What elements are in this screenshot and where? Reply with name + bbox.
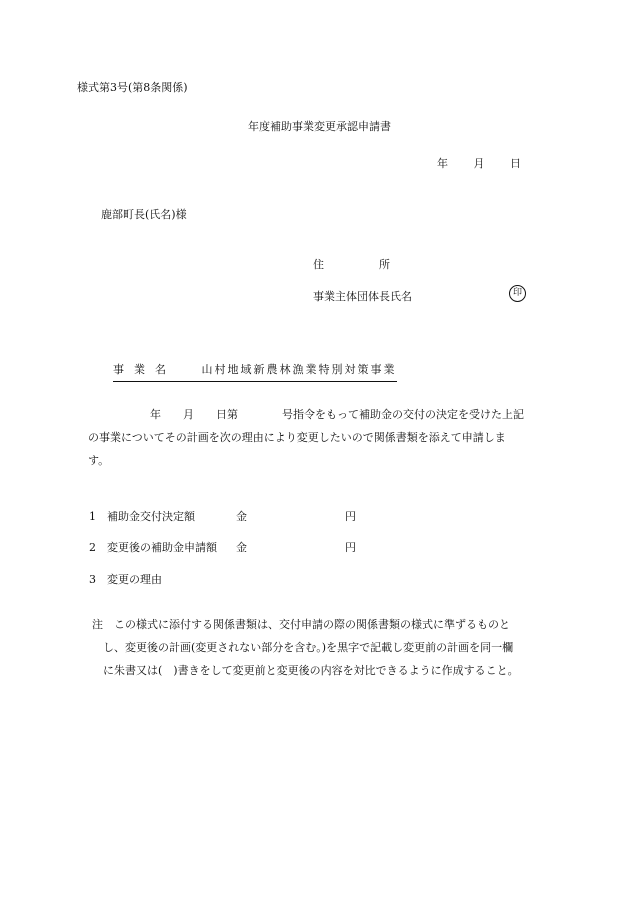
amount-unit: 円 — [345, 541, 356, 554]
date-line — [437, 155, 521, 171]
item-label: 変更後の補助金申請額 — [107, 541, 217, 554]
applicant-address-label: 住 所 — [313, 258, 390, 271]
date-day: 日 — [510, 157, 521, 170]
note — [92, 613, 519, 682]
project-name: 山村地域新農林漁業特別対策事業 — [201, 363, 397, 376]
body-line-2: の事業についてその計画を次の理由により変更したいので関係書類を添えて申請しま — [88, 431, 506, 444]
date-year: 年 — [437, 157, 448, 170]
seal-mark-icon: 印 — [509, 285, 526, 302]
item-number: 2 — [89, 541, 96, 554]
item-number: 3 — [89, 573, 96, 586]
note-line-2: し、変更後の計画(変更されない部分を含む。)を黒字で記載し変更前の計画を同一欄 — [92, 641, 514, 654]
amount-unit: 円 — [345, 510, 356, 523]
body-line-3: す。 — [88, 454, 110, 467]
document-title: 年度補助事業変更承認申請書 — [248, 120, 391, 133]
body-paragraph — [88, 403, 548, 472]
applicant-name-label: 事業主体団体長氏名 — [313, 290, 412, 303]
date-month: 月 — [473, 157, 485, 170]
body-line-1: 年 月 日第 号指令をもって補助金の交付の決定を受けた上記 — [150, 408, 524, 421]
form-number: 様式第3号(第8条関係) — [77, 81, 188, 94]
item-label: 変更の理由 — [107, 573, 162, 586]
project-label: 事業名 — [113, 363, 176, 376]
item-number: 1 — [89, 510, 96, 523]
note-line-1: 注 この様式に添付する関係書類は、交付申請の際の関係書類の様式に準ずるものと — [92, 618, 510, 631]
note-line-3: に朱書又は( )書きをして変更前と変更後の内容を対比できるように作成すること。 — [92, 664, 519, 677]
item-1 — [89, 508, 356, 524]
amount-prefix: 金 — [236, 541, 247, 554]
item-2 — [89, 539, 356, 555]
item-3 — [89, 571, 162, 587]
item-label: 補助金交付決定額 — [107, 510, 195, 523]
project-line — [113, 361, 397, 382]
amount-prefix: 金 — [236, 510, 247, 523]
addressee: 鹿部町長(氏名)様 — [101, 208, 187, 221]
